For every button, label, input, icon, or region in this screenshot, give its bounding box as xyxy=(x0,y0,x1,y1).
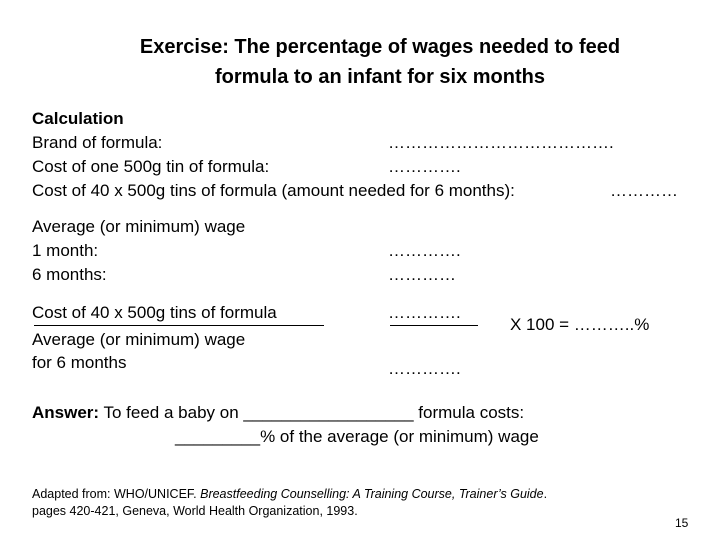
page-number: 15 xyxy=(675,516,689,530)
fraction-numerator-label: Cost of 40 x 500g tins of formula xyxy=(32,303,277,322)
fraction-numerator-blank: …………. xyxy=(388,303,461,322)
brand-label: Brand of formula: xyxy=(32,133,163,152)
wage-6-months-label: 6 months: xyxy=(32,265,107,284)
source-prefix: Adapted from: WHO/UNICEF. xyxy=(32,487,201,501)
calculation-heading: Calculation xyxy=(32,109,124,128)
multiplier-formula: X 100 = ………..% xyxy=(510,315,650,334)
wage-1-month-blank: …………. xyxy=(388,241,461,260)
source-citation-line-2: pages 420-421, Geneva, World Health Organization, 1993. xyxy=(32,504,358,518)
fraction-bar-label xyxy=(34,325,324,326)
answer-text-1: To feed a baby on __________________ formula costs: xyxy=(103,403,525,422)
fraction-denominator-line-2: for 6 months xyxy=(32,353,127,372)
cost-tin-blank: …………. xyxy=(388,157,461,176)
slide-title-line-1: Exercise: The percentage of wages needed to feed xyxy=(139,36,621,58)
fraction-bar-value xyxy=(390,325,478,326)
wage-heading: Average (or minimum) wage xyxy=(32,217,246,236)
cost-tin-label: Cost of one 500g tin of formula: xyxy=(32,157,270,176)
wage-6-months-blank: ………… xyxy=(388,265,456,284)
wage-1-month-label: 1 month: xyxy=(32,241,99,260)
slide-title-line-2: formula to an infant for six months xyxy=(214,66,545,88)
source-suffix: . xyxy=(543,487,548,501)
cost-40-tins-blank: ………… xyxy=(610,181,678,200)
answer-line-1 xyxy=(32,402,524,424)
cost-40-tins-label: Cost of 40 x 500g tins of formula (amount needed for 6 months): xyxy=(32,181,515,200)
fraction-denominator-blank: …………. xyxy=(388,359,461,378)
brand-blank: …………………………………. xyxy=(388,133,614,152)
answer-label: Answer: xyxy=(32,403,100,422)
fraction-denominator-line-1: Average (or minimum) wage xyxy=(32,330,246,349)
answer-line-2: _________% of the average (or minimum) wage xyxy=(175,427,539,446)
source-citation-line-1 xyxy=(32,486,547,503)
source-title: Breastfeeding Counselling: A Training Course, Trainer’s Guide xyxy=(200,487,544,501)
